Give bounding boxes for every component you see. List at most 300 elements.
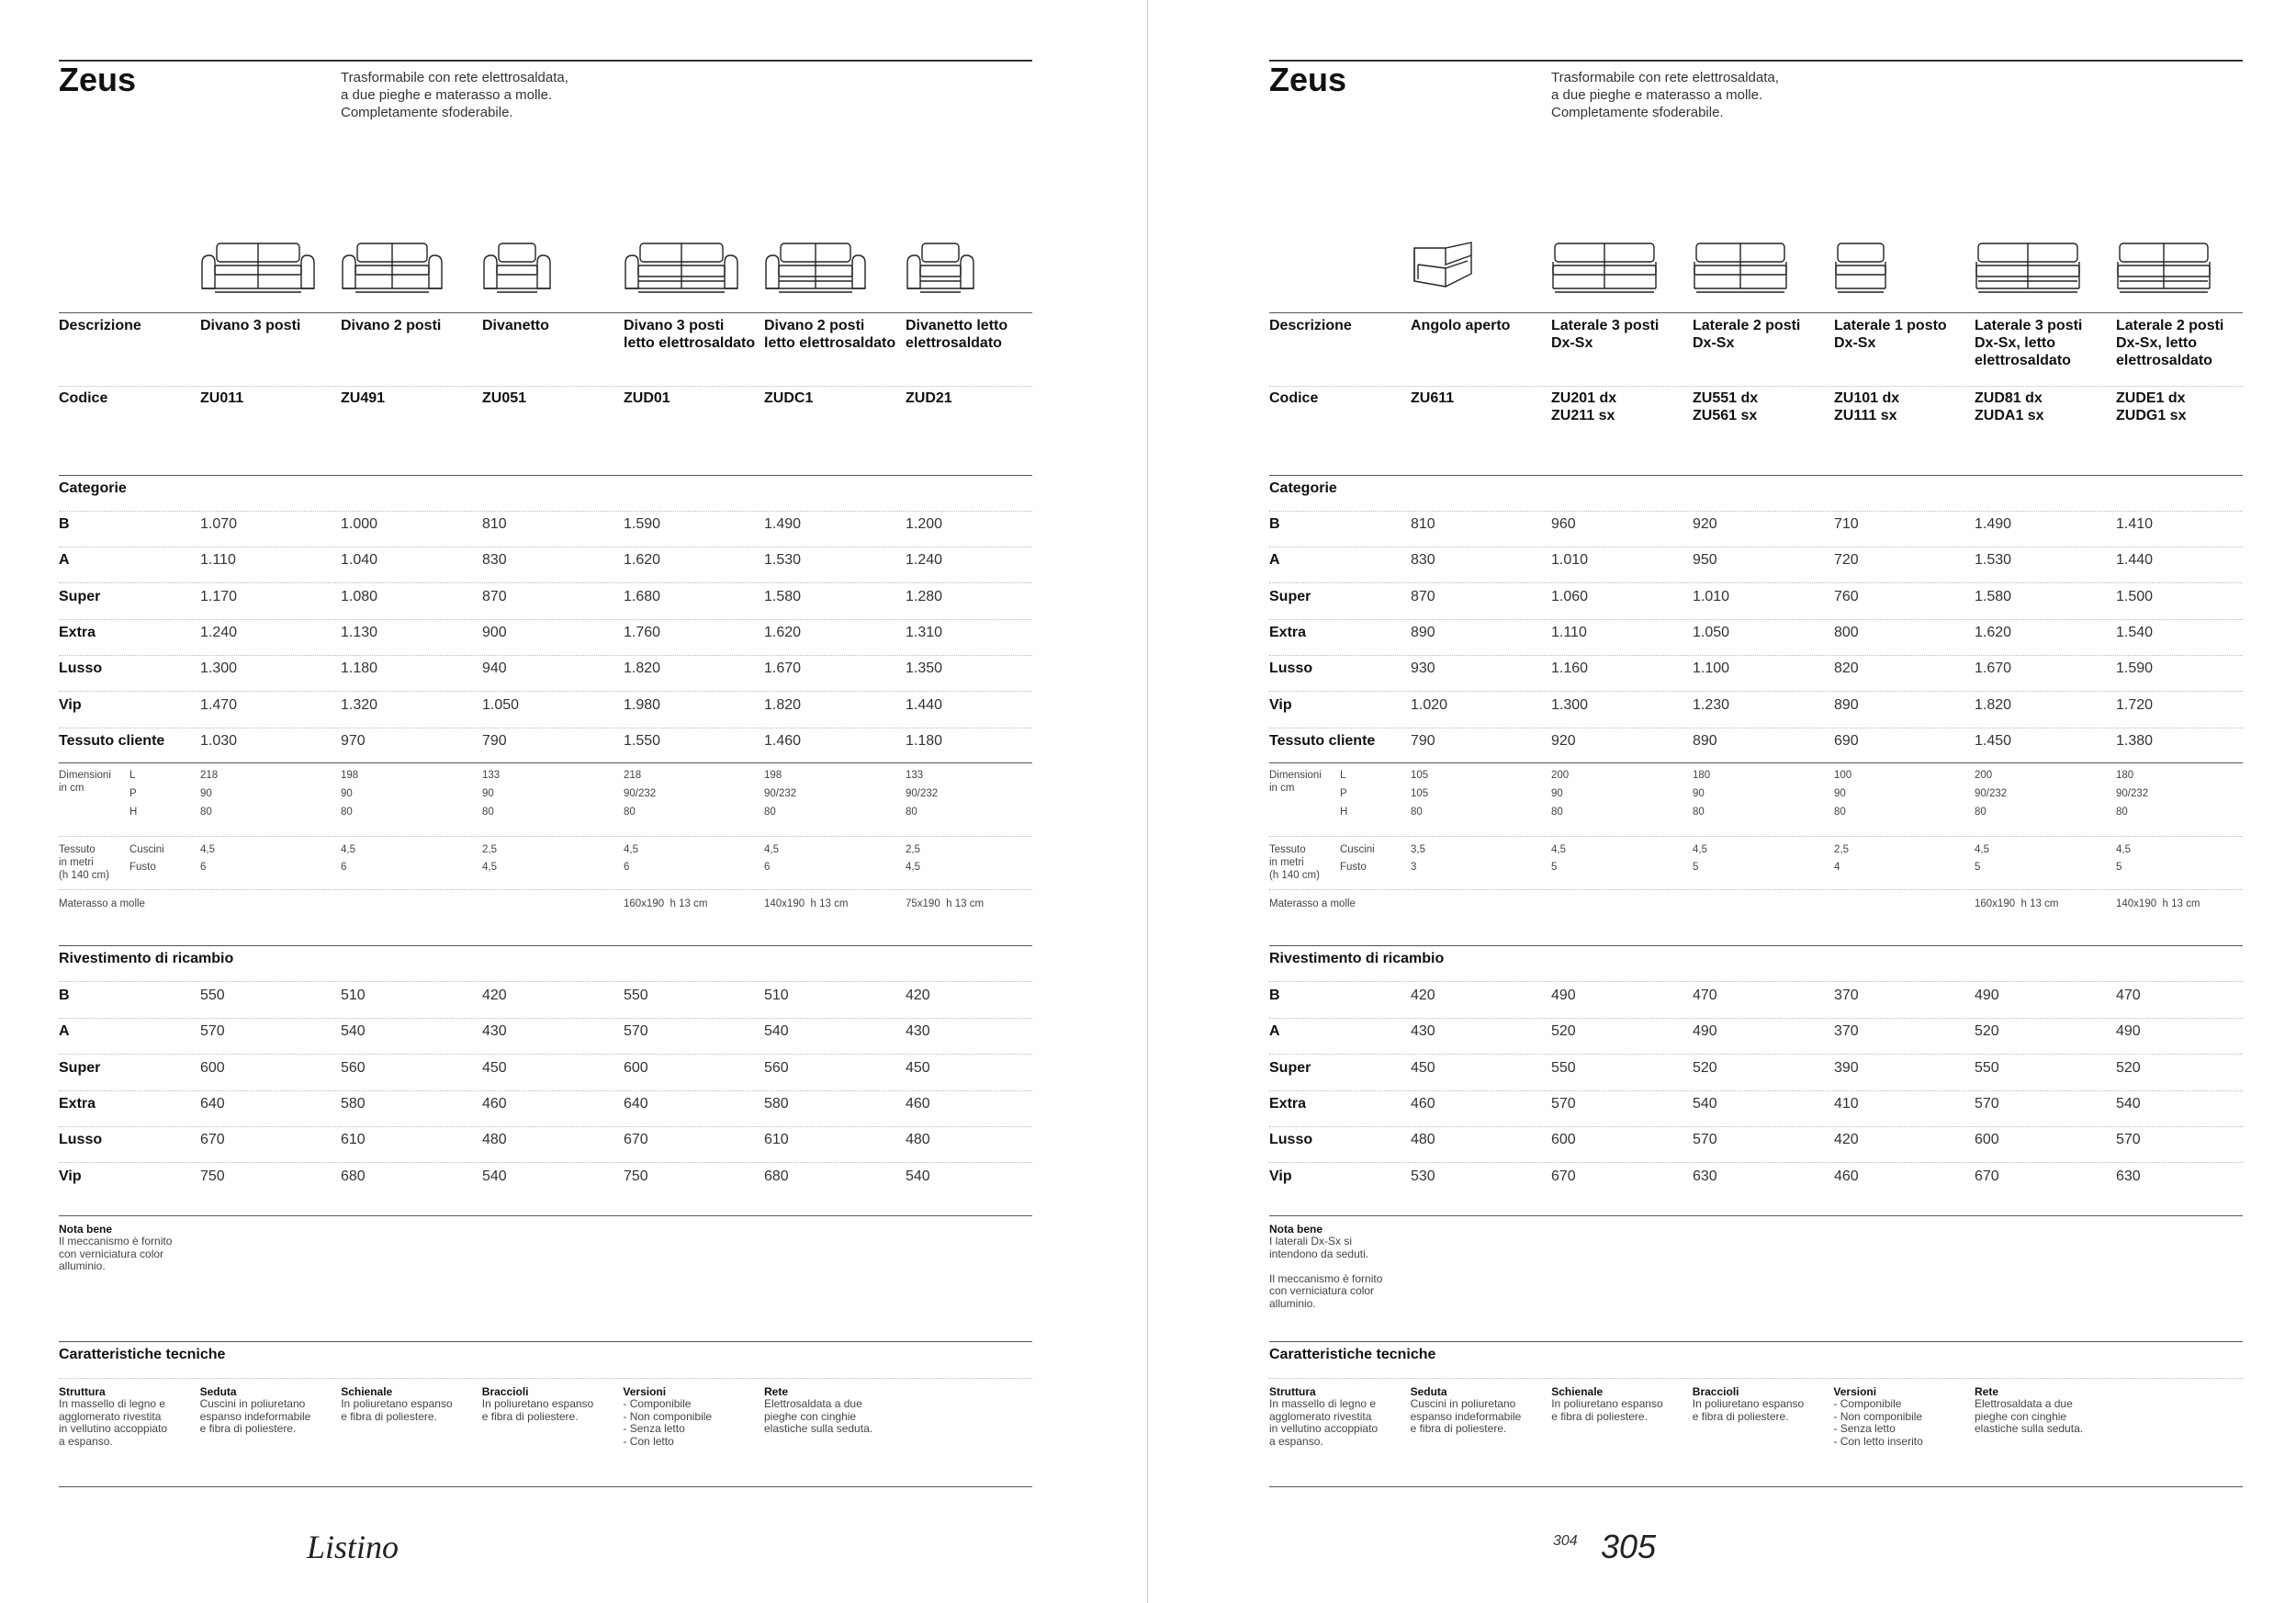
note-rule <box>1269 1215 2243 1216</box>
cover-price: 470 <box>2116 988 2141 1003</box>
cover-price: 560 <box>764 1059 789 1076</box>
cover-price: 600 <box>200 1059 225 1076</box>
dimension-value: 105 <box>1411 770 1429 781</box>
cover-price: 430 <box>1411 1023 1435 1040</box>
top-rule <box>59 60 1032 62</box>
product-description <box>1834 317 1972 352</box>
description-line: Dx-Sx, letto <box>1975 335 2056 351</box>
cover-price: 490 <box>1551 988 1576 1003</box>
cover-price: 570 <box>1975 1095 1999 1112</box>
cover-price: 420 <box>1834 1132 1859 1148</box>
cover-category: A <box>59 1023 70 1040</box>
price-cell: 1.010 <box>1693 588 1730 604</box>
product-code <box>1834 389 1972 424</box>
fabric-key: Cuscini <box>1340 844 1375 855</box>
dimension-value: 90 <box>200 788 212 799</box>
price-cell: 1.580 <box>1975 588 2012 604</box>
dimension-value: 80 <box>1411 807 1423 818</box>
cover-category: Lusso <box>59 1132 103 1148</box>
tech-rule <box>1269 1341 2243 1342</box>
price-cell: 1.760 <box>624 624 661 640</box>
cover-category: A <box>1269 1023 1280 1040</box>
price-cell: 1.540 <box>2116 624 2154 640</box>
tech-spec-title: Rete <box>764 1385 789 1398</box>
row-divider <box>59 1162 1032 1163</box>
row-divider <box>1269 386 2243 387</box>
cover-price: 540 <box>906 1168 930 1184</box>
cover-price: 550 <box>1975 1059 1999 1076</box>
row-divider <box>1269 655 2243 656</box>
row-divider <box>1269 1378 2243 1379</box>
sofa-2-seat-icon <box>341 241 444 296</box>
fabric-value: 5 <box>1551 862 1558 873</box>
tech-rule <box>59 1341 1032 1342</box>
category-name: Super <box>1269 588 1311 604</box>
price-cell: 1.460 <box>764 732 802 749</box>
fabric-value: 4,5 <box>764 844 779 855</box>
price-cell: 1.240 <box>906 552 943 569</box>
price-cell: 1.530 <box>764 552 802 569</box>
dimension-value: 80 <box>482 807 494 818</box>
price-cell: 1.110 <box>200 552 236 569</box>
cover-price: 570 <box>2116 1132 2141 1148</box>
price-cell: 1.030 <box>200 732 238 749</box>
row-divider <box>59 1090 1032 1091</box>
sofa-bed-3-seat-side-icon <box>1975 241 2081 296</box>
cover-price: 550 <box>624 988 648 1003</box>
note-rule <box>59 1215 1032 1216</box>
dimension-value: 80 <box>624 807 636 818</box>
description-line: Divano 2 posti <box>341 318 442 333</box>
price-cell: 1.180 <box>341 660 378 677</box>
price-cell: 1.240 <box>200 624 238 640</box>
price-cell: 1.160 <box>1551 660 1589 677</box>
product-description <box>1975 317 2112 369</box>
cover-price: 750 <box>200 1168 225 1184</box>
fabric-value: 6 <box>764 862 771 873</box>
product-description <box>1693 317 1830 352</box>
dimension-value: 80 <box>1834 807 1846 818</box>
price-cell: 920 <box>1551 732 1576 749</box>
price-cell: 1.380 <box>2116 732 2154 749</box>
dimension-value: 200 <box>1551 770 1570 781</box>
description-line: Dx-Sx <box>1834 335 1876 351</box>
tech-spec-title: Braccioli <box>1692 1385 1739 1398</box>
cover-price: 450 <box>482 1059 507 1076</box>
price-cell: 720 <box>1834 552 1859 569</box>
fabric-value: 4,5 <box>906 862 920 873</box>
fabric-value: 4,5 <box>482 862 497 873</box>
cover-price: 510 <box>341 988 366 1003</box>
code-line: ZUD81 dx <box>1975 390 2043 406</box>
header-rule <box>1269 312 2243 313</box>
cover-price: 560 <box>341 1059 366 1076</box>
dimensions-rule <box>1269 762 2243 763</box>
subtitle: Trasformabile con rete elettrosaldata, a due pieghe e materasso a molle. Completamente sfoderabile. <box>341 70 568 120</box>
tech-spec-title: Schienale <box>341 1385 393 1398</box>
sofa-3-seat-icon <box>200 241 316 296</box>
price-cell: 890 <box>1834 696 1859 713</box>
price-cell: 950 <box>1693 552 1717 569</box>
fabric-key: Fusto <box>1340 862 1367 873</box>
fabric-value: 2,5 <box>906 844 920 855</box>
dimension-value: 198 <box>341 770 359 781</box>
description-line: elettrosaldato <box>2116 353 2212 368</box>
row-divider <box>1269 889 2243 890</box>
dimensions-rule <box>59 762 1032 763</box>
cover-price: 540 <box>341 1023 366 1040</box>
cover-price: 670 <box>1551 1168 1576 1184</box>
cover-price: 410 <box>1834 1095 1859 1112</box>
dimension-value: 80 <box>1693 807 1705 818</box>
description-line: Divano 2 posti <box>764 318 865 333</box>
dimensions-label: Dimensioni in cm <box>1269 770 1322 794</box>
code-line: ZU101 dx <box>1834 390 1900 406</box>
cover-category: Super <box>59 1059 101 1076</box>
fabric-value: 6 <box>341 862 347 873</box>
description-line: letto elettrosaldato <box>624 335 756 351</box>
category-name: B <box>1269 516 1280 532</box>
cover-category: Extra <box>59 1095 96 1112</box>
price-cell: 1.530 <box>1975 552 2012 569</box>
product-description <box>482 317 620 334</box>
tech-spec-text: In massello di legno e agglomerato rivestita in vellutino accoppiato a espanso. <box>1269 1397 1379 1448</box>
dimension-value: 180 <box>1693 770 1711 781</box>
category-name: Lusso <box>1269 660 1313 677</box>
row-divider <box>59 981 1032 982</box>
description-line: elettrosaldato <box>1975 353 2071 368</box>
sofa-bed-2-seat-icon <box>764 241 867 296</box>
price-cell: 1.440 <box>2116 552 2154 569</box>
cover-price: 540 <box>764 1023 789 1040</box>
cover-price: 570 <box>200 1023 225 1040</box>
cover-price: 670 <box>624 1132 648 1148</box>
mattress-value: 160x190 h 13 cm <box>1975 898 2059 909</box>
code-line: ZUD21 <box>906 390 952 406</box>
tech-spec-title: Braccioli <box>481 1385 529 1398</box>
price-cell: 940 <box>482 660 507 677</box>
cover-price: 450 <box>906 1059 930 1076</box>
tech-spec-title: Versioni <box>623 1385 667 1398</box>
fabric-value: 4,5 <box>2116 844 2131 855</box>
cover-price: 490 <box>1693 1023 1717 1040</box>
code-line: ZUDG1 sx <box>2116 408 2187 423</box>
tech-spec-text: Cuscini in poliuretano espanso indeformabile e fibra di poliestere. <box>1410 1397 1522 1435</box>
cover-price: 430 <box>906 1023 930 1040</box>
row-divider <box>59 511 1032 512</box>
cover-price: 570 <box>624 1023 648 1040</box>
fabric-value: 4 <box>1834 862 1840 873</box>
price-cell: 1.590 <box>624 516 661 532</box>
cover-price: 470 <box>1693 988 1717 1003</box>
fabric-value: 6 <box>624 862 630 873</box>
bottom-rule <box>59 1486 1032 1487</box>
categories-rule <box>59 475 1032 476</box>
tech-spec-text: Elettrosaldata a due pieghe con cinghie elastiche sulla seduta. <box>1975 1397 2084 1435</box>
dimension-value: 90 <box>1693 788 1705 799</box>
cover-price: 640 <box>624 1095 648 1112</box>
price-cell: 870 <box>482 588 507 604</box>
tech-spec-text: In poliuretano espanso e fibra di poliestere. <box>481 1397 594 1423</box>
price-cell: 810 <box>1411 516 1435 532</box>
price-cell: 970 <box>341 732 366 749</box>
category-name: Tessuto cliente <box>59 732 165 749</box>
category-name: A <box>59 552 70 569</box>
cover-price: 510 <box>764 988 789 1003</box>
note-text: I laterali Dx-Sx si intendono da seduti. Il meccanismo è fornito con verniciatura color alluminio. <box>1269 1235 1383 1310</box>
product-description <box>341 317 478 334</box>
tech-spec-text: - Componibile - Non componibile - Senza letto - Con letto inserito <box>1833 1397 1923 1448</box>
price-cell: 1.670 <box>1975 660 2012 677</box>
price-cell: 1.070 <box>200 516 238 532</box>
code-label: Codice <box>59 390 108 406</box>
categories-heading: Categorie <box>1269 480 1337 496</box>
code-line: ZU111 sx <box>1834 408 1897 423</box>
dimension-value: 90 <box>1551 788 1563 799</box>
cover-category: Vip <box>1269 1168 1292 1184</box>
tech-spec-title: Schienale <box>1551 1385 1604 1398</box>
product-code <box>482 389 620 407</box>
product-description <box>1551 317 1689 352</box>
cover-category: B <box>1269 988 1280 1003</box>
price-cell: 790 <box>482 732 507 749</box>
cover-price: 480 <box>906 1132 930 1148</box>
description-line: Laterale 3 posti <box>1551 318 1660 333</box>
cover-price: 600 <box>1551 1132 1576 1148</box>
mattress-value: 140x190 h 13 cm <box>764 898 849 909</box>
sofa-2-seat-side-icon <box>1693 241 1788 296</box>
price-cell: 1.680 <box>624 588 661 604</box>
cover-price: 630 <box>1693 1168 1717 1184</box>
cover-price: 680 <box>764 1168 789 1184</box>
code-line: ZUDA1 sx <box>1975 408 2044 423</box>
price-cell: 1.550 <box>624 732 661 749</box>
cover-price: 640 <box>200 1095 225 1112</box>
code-line: ZU011 <box>200 390 244 406</box>
description-line: Laterale 3 posti <box>1975 318 2083 333</box>
row-divider <box>1269 1018 2243 1019</box>
category-name: Lusso <box>59 660 103 677</box>
price-cell: 1.040 <box>341 552 378 569</box>
price-cell: 1.720 <box>2116 696 2154 713</box>
cover-price: 390 <box>1834 1059 1859 1076</box>
price-cell: 890 <box>1411 624 1435 640</box>
row-divider <box>1269 1090 2243 1091</box>
page-title: Zeus <box>59 61 137 98</box>
dimension-value: 133 <box>906 770 924 781</box>
dimension-value: 90/232 <box>624 788 657 799</box>
fabric-value: 4,5 <box>1551 844 1566 855</box>
code-line: ZU551 dx <box>1693 390 1759 406</box>
dimension-value: 80 <box>200 807 212 818</box>
fabric-key: Fusto <box>129 862 156 873</box>
price-cell: 760 <box>1834 588 1859 604</box>
dimension-value: 90 <box>341 788 353 799</box>
price-cell: 790 <box>1411 732 1435 749</box>
product-code <box>1411 389 1548 407</box>
description-line: Laterale 2 posti <box>2116 318 2224 333</box>
dimension-value: 80 <box>1975 807 1986 818</box>
fabric-value: 3 <box>1411 862 1417 873</box>
single-seat-side-icon <box>1834 241 1887 296</box>
category-name: A <box>1269 552 1280 569</box>
cover-price: 570 <box>1693 1132 1717 1148</box>
cover-price: 550 <box>1551 1059 1576 1076</box>
bottom-rule <box>1269 1486 2243 1487</box>
cover-category: Extra <box>1269 1095 1307 1112</box>
cover-price: 520 <box>1551 1023 1576 1040</box>
price-cell: 1.980 <box>624 696 661 713</box>
cover-price: 420 <box>906 988 930 1003</box>
dimension-value: 180 <box>2116 770 2134 781</box>
description-line: Divanetto <box>482 318 549 333</box>
tech-spec-text: In massello di legno e agglomerato rivestita in vellutino accoppiato a espanso. <box>59 1397 168 1448</box>
price-cell: 1.500 <box>2116 588 2154 604</box>
mattress-label: Materasso a molle <box>59 898 145 909</box>
price-cell: 870 <box>1411 588 1435 604</box>
price-cell: 1.080 <box>341 588 378 604</box>
row-divider <box>1269 1162 2243 1163</box>
mattress-label: Materasso a molle <box>1269 898 1356 909</box>
product-description <box>1411 317 1548 334</box>
code-line: ZU211 sx <box>1551 408 1615 423</box>
fabric-label: Tessuto in metri (h 140 cm) <box>1269 844 1320 881</box>
description-line: Divanetto letto <box>906 318 1008 333</box>
price-cell: 960 <box>1551 516 1576 532</box>
cover-price: 540 <box>482 1168 507 1184</box>
price-cell: 1.000 <box>341 516 378 532</box>
dimension-key: H <box>1340 807 1348 818</box>
cover-price: 460 <box>1834 1168 1859 1184</box>
small-sofa-bed-icon <box>906 241 975 296</box>
price-cell: 1.280 <box>906 588 943 604</box>
fabric-value: 2,5 <box>482 844 497 855</box>
page-title: Zeus <box>1269 61 1347 98</box>
fabric-value: 4,5 <box>1693 844 1707 855</box>
description-line: elettrosaldato <box>906 335 1002 351</box>
description-line: Divano 3 posti <box>624 318 725 333</box>
price-cell: 820 <box>1834 660 1859 677</box>
tech-spec-text: Cuscini in poliuretano espanso indeformabile e fibra di poliestere. <box>199 1397 311 1435</box>
dimension-value: 133 <box>482 770 501 781</box>
cover-price: 490 <box>1975 988 1999 1003</box>
footer-listino: Listino <box>307 1529 400 1565</box>
price-cell: 920 <box>1693 516 1717 532</box>
page-number-small: 304 <box>1553 1533 1578 1549</box>
price-cell: 1.820 <box>764 696 802 713</box>
price-cell: 1.590 <box>2116 660 2154 677</box>
dimension-value: 80 <box>764 807 776 818</box>
spread-gutter <box>1147 0 1148 1603</box>
dimension-value: 200 <box>1975 770 1993 781</box>
description-line: Angolo aperto <box>1411 318 1511 333</box>
tech-spec-text: In poliuretano espanso e fibra di poliestere. <box>341 1397 453 1423</box>
tech-spec-title: Struttura <box>1269 1385 1316 1398</box>
cover-price: 520 <box>1975 1023 1999 1040</box>
price-cell: 1.620 <box>764 624 802 640</box>
price-cell: 1.010 <box>1551 552 1589 569</box>
category-name: Extra <box>1269 624 1307 640</box>
product-code <box>1975 389 2112 424</box>
sofa-bed-3-seat-icon <box>624 241 739 296</box>
price-cell: 1.230 <box>1693 696 1730 713</box>
description-line: Dx-Sx <box>1551 335 1593 351</box>
cover-price: 450 <box>1411 1059 1435 1076</box>
cover-rule <box>59 945 1032 946</box>
cover-price: 670 <box>1975 1168 1999 1184</box>
price-cell: 1.180 <box>906 732 943 749</box>
price-cell: 830 <box>482 552 507 569</box>
category-name: Super <box>59 588 101 604</box>
row-divider <box>1269 691 2243 692</box>
product-description <box>906 317 1043 352</box>
cover-price: 370 <box>1834 1023 1859 1040</box>
dimension-value: 80 <box>341 807 353 818</box>
tech-heading: Caratteristiche tecniche <box>59 1347 226 1362</box>
note-title: Nota bene <box>59 1223 113 1236</box>
sofa-3-seat-side-icon <box>1551 241 1658 296</box>
cover-price: 600 <box>624 1059 648 1076</box>
row-divider <box>1269 511 2243 512</box>
cover-category: Vip <box>59 1168 82 1184</box>
row-divider <box>1269 981 2243 982</box>
row-divider <box>59 1054 1032 1055</box>
fabric-key: Cuscini <box>129 844 164 855</box>
product-code <box>764 389 902 407</box>
dimension-value: 90/232 <box>1975 788 2008 799</box>
price-cell: 1.300 <box>1551 696 1589 713</box>
dimension-value: 90/232 <box>906 788 939 799</box>
price-cell: 1.470 <box>200 696 238 713</box>
product-code <box>341 389 478 407</box>
price-cell: 1.620 <box>1975 624 2012 640</box>
fabric-value: 4,5 <box>341 844 355 855</box>
mattress-value: 140x190 h 13 cm <box>2116 898 2200 909</box>
cover-price: 750 <box>624 1168 648 1184</box>
tech-spec-title: Seduta <box>1410 1385 1447 1398</box>
row-divider <box>59 582 1032 583</box>
category-name: Tessuto cliente <box>1269 732 1376 749</box>
sofa-bed-2-seat-side-icon <box>2116 241 2212 296</box>
description-label: Descrizione <box>1269 318 1352 333</box>
dimension-value: 80 <box>2116 807 2128 818</box>
top-rule <box>1269 60 2243 62</box>
price-cell: 1.410 <box>2116 516 2154 532</box>
category-name: Extra <box>59 624 96 640</box>
cover-price: 570 <box>1551 1095 1576 1112</box>
description-line: Divano 3 posti <box>200 318 301 333</box>
category-name: B <box>59 516 70 532</box>
dimension-value: 90 <box>482 788 494 799</box>
row-divider <box>1269 1126 2243 1127</box>
cover-price: 540 <box>2116 1095 2141 1112</box>
row-divider <box>59 889 1032 890</box>
price-cell: 1.320 <box>341 696 378 713</box>
price-cell: 1.170 <box>200 588 238 604</box>
tech-spec-title: Versioni <box>1833 1385 1877 1398</box>
cover-category: B <box>59 988 70 1003</box>
fabric-value: 5 <box>2116 862 2122 873</box>
subtitle: Trasformabile con rete elettrosaldata, a due pieghe e materasso a molle. Completamente sfoderabile. <box>1551 70 1779 120</box>
category-name: Vip <box>59 696 82 713</box>
cover-price: 430 <box>482 1023 507 1040</box>
dimension-key: H <box>129 807 138 818</box>
cover-heading: Rivestimento di ricambio <box>59 951 234 966</box>
cover-price: 670 <box>200 1132 225 1148</box>
row-divider <box>59 386 1032 387</box>
cover-price: 460 <box>482 1095 507 1112</box>
armchair-icon <box>482 241 552 296</box>
